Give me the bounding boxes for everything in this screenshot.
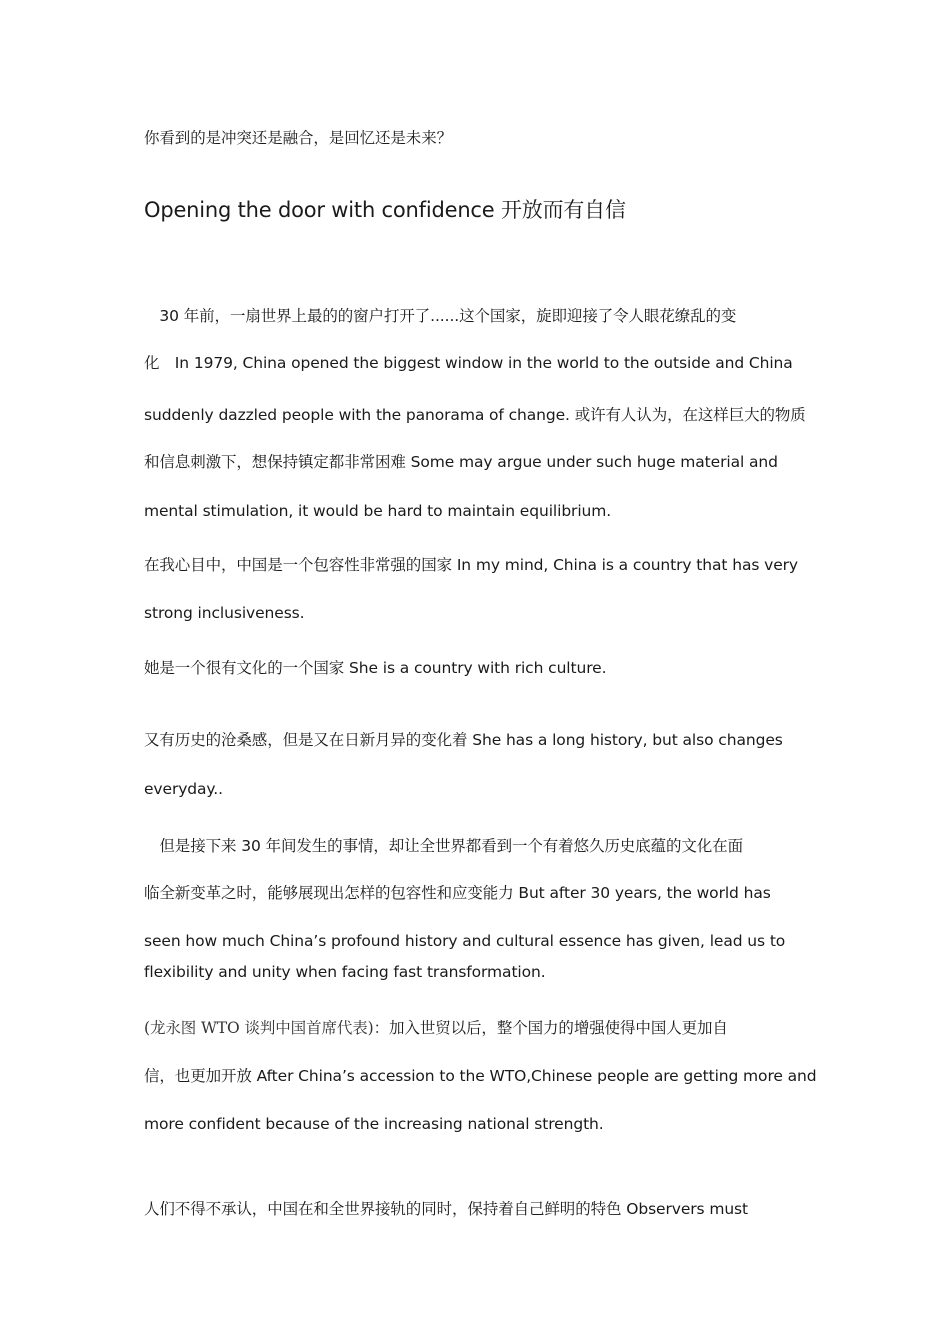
paragraph-line: 但是接下来 30 年间发生的事情，却让全世界都看到一个有着悠久历史底蕴的文化在面	[144, 837, 743, 855]
paragraph-line: 和信息刺激下，想保持镇定都非常困难 Some may argue under such huge material and	[144, 453, 778, 471]
paragraph-line: 又有历史的沧桑感，但是又在日新月异的变化着 She has a long history, but also changes	[144, 731, 783, 749]
paragraph-line: 临全新变革之时，能够展现出怎样的包容性和应变能力 But after 30 years, the world has	[144, 884, 771, 902]
speaker-attribution: (龙永图 WTO 谈判中国首席代表)：	[144, 1019, 390, 1037]
paragraph-line: 她是一个很有文化的一个国家 She is a country with rich culture.	[144, 659, 607, 677]
paragraph-line: suddenly dazzled people with the panorama of change. 或许有人认为，在这样巨大的物质	[144, 406, 806, 424]
paragraph-line: strong inclusiveness.	[144, 604, 305, 622]
section-heading: Opening the door with confidence 开放而有自信	[144, 198, 626, 222]
paragraph-line: everyday..	[144, 780, 223, 798]
paragraph-line: 人们不得不承认，中国在和全世界接轨的同时，保持着自己鲜明的特色 Observers must	[144, 1200, 749, 1218]
paragraph-line: 化 In 1979, China opened the biggest window in the world to the outside and China	[144, 354, 793, 372]
paragraph-line: 在我心目中，中国是一个包容性非常强的国家 In my mind, China is a country that has very	[144, 556, 798, 574]
quote-text: 加入世贸以后，整个国力的增强使得中国人更加自	[389, 1019, 728, 1037]
paragraph-line: 信，也更加开放 After China’s accession to the WTO,Chinese people are getting more and	[144, 1067, 817, 1085]
paragraph-line: mental stimulation, it would be hard to maintain equilibrium.	[144, 502, 612, 520]
paragraph-line: more confident because of the increasing national strength.	[144, 1115, 604, 1133]
opening-question: 你看到的是冲突还是融合，是回忆还是未来？	[144, 129, 453, 147]
paragraph-line: flexibility and unity when facing fast transformation.	[144, 963, 546, 981]
quote-first-line	[144, 1018, 728, 1038]
paragraph-line: seen how much China’s profound history and cultural essence has given, lead us to	[144, 932, 786, 950]
paragraph-line: 30 年前，一扇世界上最的的窗户打开了......这个国家，旋即迎接了令人眼花缭乱的变	[144, 307, 737, 325]
